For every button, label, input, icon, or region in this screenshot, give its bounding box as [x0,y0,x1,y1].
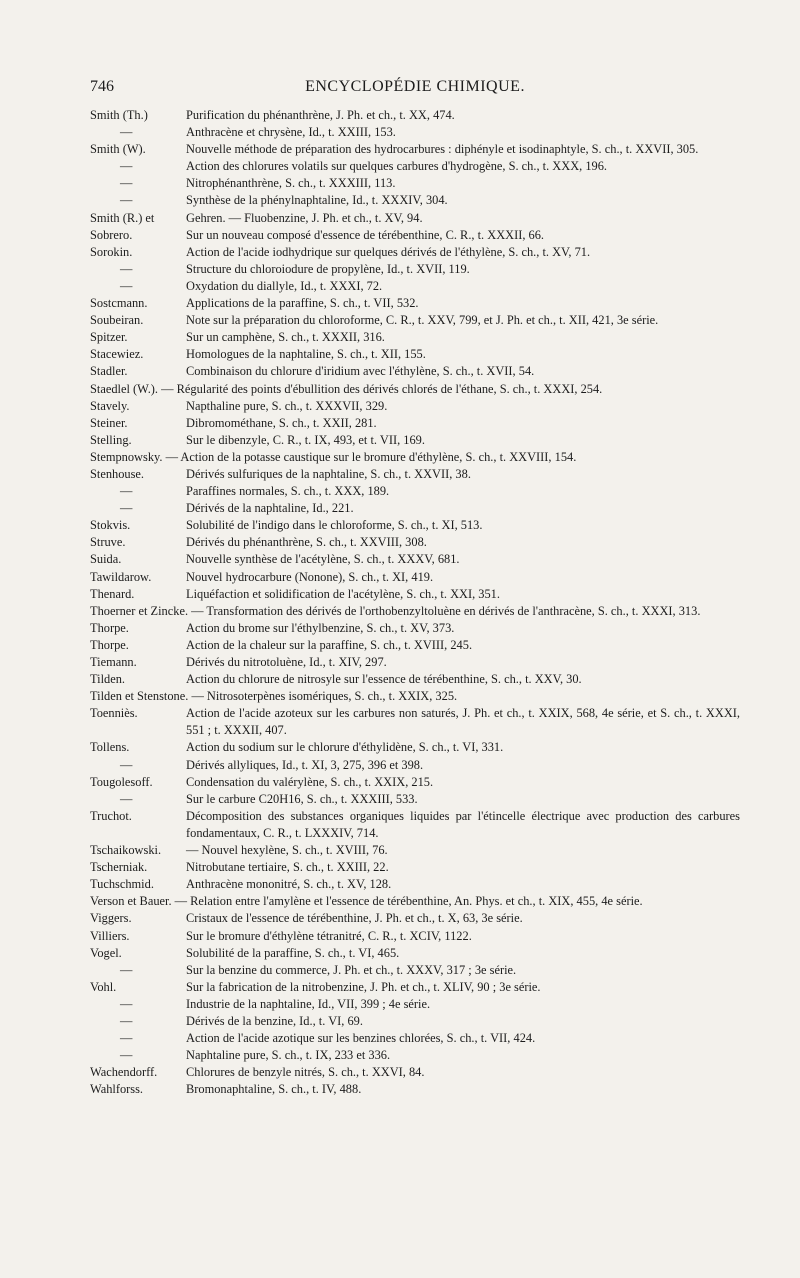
entry-text: Solubilité de la paraffine, S. ch., t. VI, 465. [186,945,400,960]
bibliography-entry [90,517,740,534]
bibliography-entry [90,774,740,791]
entry-author: Thorpe. [90,637,129,652]
bibliography-entry [90,603,740,620]
entry-author: Sostcmann. [90,296,148,311]
bibliography-entry [90,671,740,688]
entry-text: Sur un camphène, S. ch., t. XXXII, 316. [186,330,385,345]
bibliography-entry [90,312,740,329]
entry-author: Steiner. [90,415,128,430]
bibliography-entry [90,705,740,739]
entry-author: Tollens. [90,740,130,755]
entry-author: — [120,278,133,293]
entry-author: Stadler. [90,364,128,379]
entry-author: — [120,501,133,516]
entry-text: Cristaux de l'essence de térébenthine, J. Ph. et ch., t. X, 63, 3e série. [186,911,523,926]
entry-text: Dérivés allyliques, Id., t. XI, 3, 275, 396 et 398. [186,757,424,772]
entry-author: Spitzer. [90,330,128,345]
entry-text: — Transformation des dérivés de l'orthobenzyltoluène en dérivés de l'anthracène, S. ch., t. XXXI, 313. [191,603,701,618]
bibliography-entry [90,210,740,227]
bibliography-entry [90,962,740,979]
entry-author: — [120,791,133,806]
bibliography-entry [90,534,740,551]
bibliography-entry [90,500,740,517]
entry-text: Action du brome sur l'éthylbenzine, S. ch., t. XV, 373. [186,620,455,635]
entry-author: Stokvis. [90,518,131,533]
page-number: 746 [90,78,114,95]
entry-text: Solubilité de l'indigo dans le chloroforme, S. ch., t. XI, 513. [186,518,483,533]
entry-text: — Nouvel hexylène, S. ch., t. XVIII, 76. [186,843,388,858]
bibliography-entry [90,757,740,774]
entry-text: Paraffines normales, S. ch., t. XXX, 189. [186,484,390,499]
entry-text: Industrie de la naphtaline, Id., VII, 399 ; 4e série. [186,996,431,1011]
entry-author: Verson et Bauer. [90,894,172,909]
entry-author: Smith (W). [90,142,146,157]
entry-author: — [120,1013,133,1028]
entry-text: Sur le bromure d'éthylène tétranitré, C. R., t. XCIV, 1122. [186,928,472,943]
entry-author: Tscherniak. [90,860,148,875]
entry-author: Thorpe. [90,620,129,635]
entry-text: Nitrobutane tertiaire, S. ch., t. XXIII, 22. [186,860,389,875]
bibliography-entry [90,739,740,756]
bibliography-entry [90,996,740,1013]
entry-author: Sorokin. [90,244,133,259]
entry-author: Struve. [90,535,126,550]
entry-author: Soubeiran. [90,313,144,328]
bibliography-entry [90,141,740,158]
bibliography-entry [90,192,740,209]
bibliography-entry [90,1081,740,1098]
bibliography-entry [90,859,740,876]
entry-text: Dérivés de la benzine, Id., t. VI, 69. [186,1013,363,1028]
bibliography-entry [90,1047,740,1064]
entry-author: Thenard. [90,586,135,601]
entry-author: Tougolesoff. [90,774,153,789]
entry-author: — [120,757,133,772]
entry-text: Nitrophénanthrène, S. ch., t. XXXIII, 113. [186,176,396,191]
entry-text: Décomposition des substances organiques liquides par l'étincelle électrique avec production des carbures fondamentaux, C. R., t. LXXXIV, 714. [186,808,740,840]
entry-text: Nouvel hydrocarbure (Nonone), S. ch., t. XI, 419. [186,569,434,584]
entry-text: — Régularité des points d'ébullition des dérivés chlorés de l'éthane, S. ch., t. XXXI, 254. [161,381,603,396]
entry-text: Action de l'acide azoteux sur les carbures non saturés, J. Ph. et ch., t. XXIX, 568, 4e série, et S. ch., t. XXXI, 551 ; t. XXXII, 407. [186,706,740,738]
entry-text: Action de l'acide azotique sur les benzines chlorées, S. ch., t. VII, 424. [186,1031,536,1046]
entry-author: Tiemann. [90,655,137,669]
bibliography-entry [90,381,740,398]
entry-text: Naphtaline pure, S. ch., t. IX, 233 et 336. [186,1048,391,1063]
entry-text: Synthèse de la phénylnaphtaline, Id., t. XXXIV, 304. [186,193,448,208]
entry-author: Staedlel (W.). [90,381,159,396]
entry-author: Villiers. [90,928,130,943]
bibliography-entry [90,620,740,637]
entry-text: Anthracène et chrysène, Id., t. XXIII, 153. [186,125,396,140]
entry-author: Smith (Th.) [90,108,148,122]
bibliography-entry [90,1064,740,1081]
bibliography-entry [90,449,740,466]
bibliography-entry [90,945,740,962]
bibliography-entry [90,791,740,808]
entry-text: Condensation du valérylène, S. ch., t. XXIX, 215. [186,774,434,789]
entry-author: Viggers. [90,911,132,926]
bibliography-entry [90,979,740,996]
entry-text: Sur un nouveau composé d'essence de térébenthine, C. R., t. XXXII, 66. [186,227,545,242]
entry-text: — Action de la potasse caustique sur le bromure d'éthylène, S. ch., t. XXVIII, 154. [165,449,577,464]
entry-text: Action du chlorure de nitrosyle sur l'essence de térébenthine, S. ch., t. XXV, 30. [186,672,582,687]
entry-text: — Nitrosoterpènes isomériques, S. ch., t. XXIX, 325. [191,689,458,704]
entry-text: Structure du chloroiodure de propylène, Id., t. XVII, 119. [186,261,470,276]
bibliography-entry [90,483,740,500]
entry-text: Sur le dibenzyle, C. R., t. IX, 493, et t. VII, 169. [186,432,425,447]
entry-author: — [120,484,133,499]
bibliography-entry [90,893,740,910]
entry-author: Tschaikowski. [90,843,162,858]
entry-text: Combinaison du chlorure d'iridium avec l'éthylène, S. ch., t. XVII, 54. [186,364,535,379]
bibliography-entry [90,637,740,654]
entry-author: — [120,125,133,140]
entry-text: Anthracène mononitré, S. ch., t. XV, 128. [186,877,392,892]
entry-text: Napthaline pure, S. ch., t. XXXVII, 329. [186,398,388,413]
entry-author: — [120,1031,133,1046]
bibliography-entry [90,227,740,244]
bibliography-entry [90,107,740,124]
entry-text: Dibromométhane, S. ch., t. XXII, 281. [186,415,377,430]
entry-author: — [120,159,133,174]
entry-author: Tawildarow. [90,569,152,584]
bibliography-entry [90,278,740,295]
entry-text: Sur la fabrication de la nitrobenzine, J. Ph. et ch., t. XLIV, 90 ; 3e série. [186,979,541,994]
entry-author: — [120,962,133,977]
page-header [90,78,740,100]
bibliography-entry [90,363,740,380]
bibliography-entry [90,261,740,278]
entry-text: Sur la benzine du commerce, J. Ph. et ch., t. XXXV, 317 ; 3e série. [186,962,517,977]
entry-author: Wahlforss. [90,1082,144,1097]
entry-text: Action des chlorures volatils sur quelques carbures d'hydrogène, S. ch., t. XXX, 196. [186,159,608,174]
entry-author: Tilden et Stenstone. [90,689,189,704]
entry-author: Sobrero. [90,227,133,242]
bibliography-entry [90,466,740,483]
entry-author: Truchot. [90,808,132,823]
entry-author: Tuchschmid. [90,877,154,892]
bibliography-list [90,107,740,1098]
entry-text: Dérivés sulfuriques de la naphtaline, S. ch., t. XXVII, 38. [186,466,471,481]
entry-author: Stavely. [90,398,130,413]
entry-text: Action de la chaleur sur la paraffine, S. ch., t. XVIII, 245. [186,637,473,652]
bibliography-entry [90,329,740,346]
entry-author: Suida. [90,552,122,567]
bibliography-entry [90,158,740,175]
entry-author: Stelling. [90,432,132,447]
bibliography-entry [90,175,740,192]
entry-author: Vogel. [90,945,122,960]
entry-author: Tilden. [90,672,126,687]
bibliography-entry [90,398,740,415]
bibliography-entry [90,586,740,603]
entry-text: Bromonaphtaline, S. ch., t. IV, 488. [186,1082,362,1097]
entry-text: Dérivés du phénanthrène, S. ch., t. XXVIII, 308. [186,535,427,550]
entry-text: Sur le carbure C20H16, S. ch., t. XXXIII, 533. [186,791,418,806]
entry-author: Thoerner et Zincke. [90,603,189,618]
bibliography-entry [90,688,740,705]
entry-author: Stempnowsky. [90,449,163,464]
entry-text: Dérivés de la naphtaline, Id., 221. [186,501,354,516]
entry-text: Dérivés du nitrotoluène, Id., t. XIV, 297. [186,655,387,669]
bibliography-entry [90,654,740,671]
entry-text: Action du sodium sur le chlorure d'éthylidène, S. ch., t. VI, 331. [186,740,504,755]
bibliography-entry [90,244,740,261]
entry-text: Nouvelle synthèse de l'acétylène, S. ch., t. XXXV, 681. [186,552,460,567]
bibliography-entry [90,415,740,432]
entry-author: — [120,261,133,276]
entry-author: — [120,1048,133,1063]
running-title: ENCYCLOPÉDIE CHIMIQUE. [305,78,525,95]
entry-text: Homologues de la naphtaline, S. ch., t. XII, 155. [186,347,426,362]
bibliography-entry [90,569,740,586]
bibliography-entry [90,910,740,927]
bibliography-entry [90,551,740,568]
entry-text: Oxydation du diallyle, Id., t. XXXI, 72. [186,278,383,293]
bibliography-entry [90,808,740,842]
entry-author: Stenhouse. [90,466,145,481]
bibliography-entry [90,876,740,893]
entry-author: Toenniès. [90,706,138,721]
bibliography-entry [90,1013,740,1030]
entry-author: — [120,193,133,208]
entry-text: Gehren. — Fluobenzine, J. Ph. et ch., t. XV, 94. [186,210,423,225]
bibliography-entry [90,1030,740,1047]
entry-author: Vohl. [90,979,117,994]
entry-text: Note sur la préparation du chloroforme, C. R., t. XXV, 799, et J. Ph. et ch., t. XII, 421, 3e série. [186,313,659,328]
entry-text: Nouvelle méthode de préparation des hydrocarbures : diphényle et isodinaphtyle, S. ch., t. XXVII, 305. [186,142,699,157]
bibliography-entry [90,842,740,859]
entry-author: — [120,176,133,191]
bibliography-entry [90,346,740,363]
bibliography-entry [90,124,740,141]
entry-author: Stacewiez. [90,347,144,362]
entry-text: Purification du phénanthrène, J. Ph. et ch., t. XX, 474. [186,108,455,122]
bibliography-entry [90,432,740,449]
entry-text: Chlorures de benzyle nitrés, S. ch., t. XXVI, 84. [186,1065,425,1080]
entry-author: — [120,996,133,1011]
entry-text: Liquéfaction et solidification de l'acétylène, S. ch., t. XXI, 351. [186,586,500,601]
entry-author: Smith (R.) et [90,210,155,225]
entry-text: Action de l'acide iodhydrique sur quelques dérivés de l'éthylène, S. ch., t. XV, 71. [186,244,591,259]
entry-text: Applications de la paraffine, S. ch., t. VII, 532. [186,296,419,311]
bibliography-entry [90,295,740,312]
entry-author: Wachendorff. [90,1065,158,1080]
bibliography-entry [90,928,740,945]
entry-text: — Relation entre l'amylène et l'essence de térébenthine, An. Phys. et ch., t. XIX, 455, 4e série. [174,894,643,909]
